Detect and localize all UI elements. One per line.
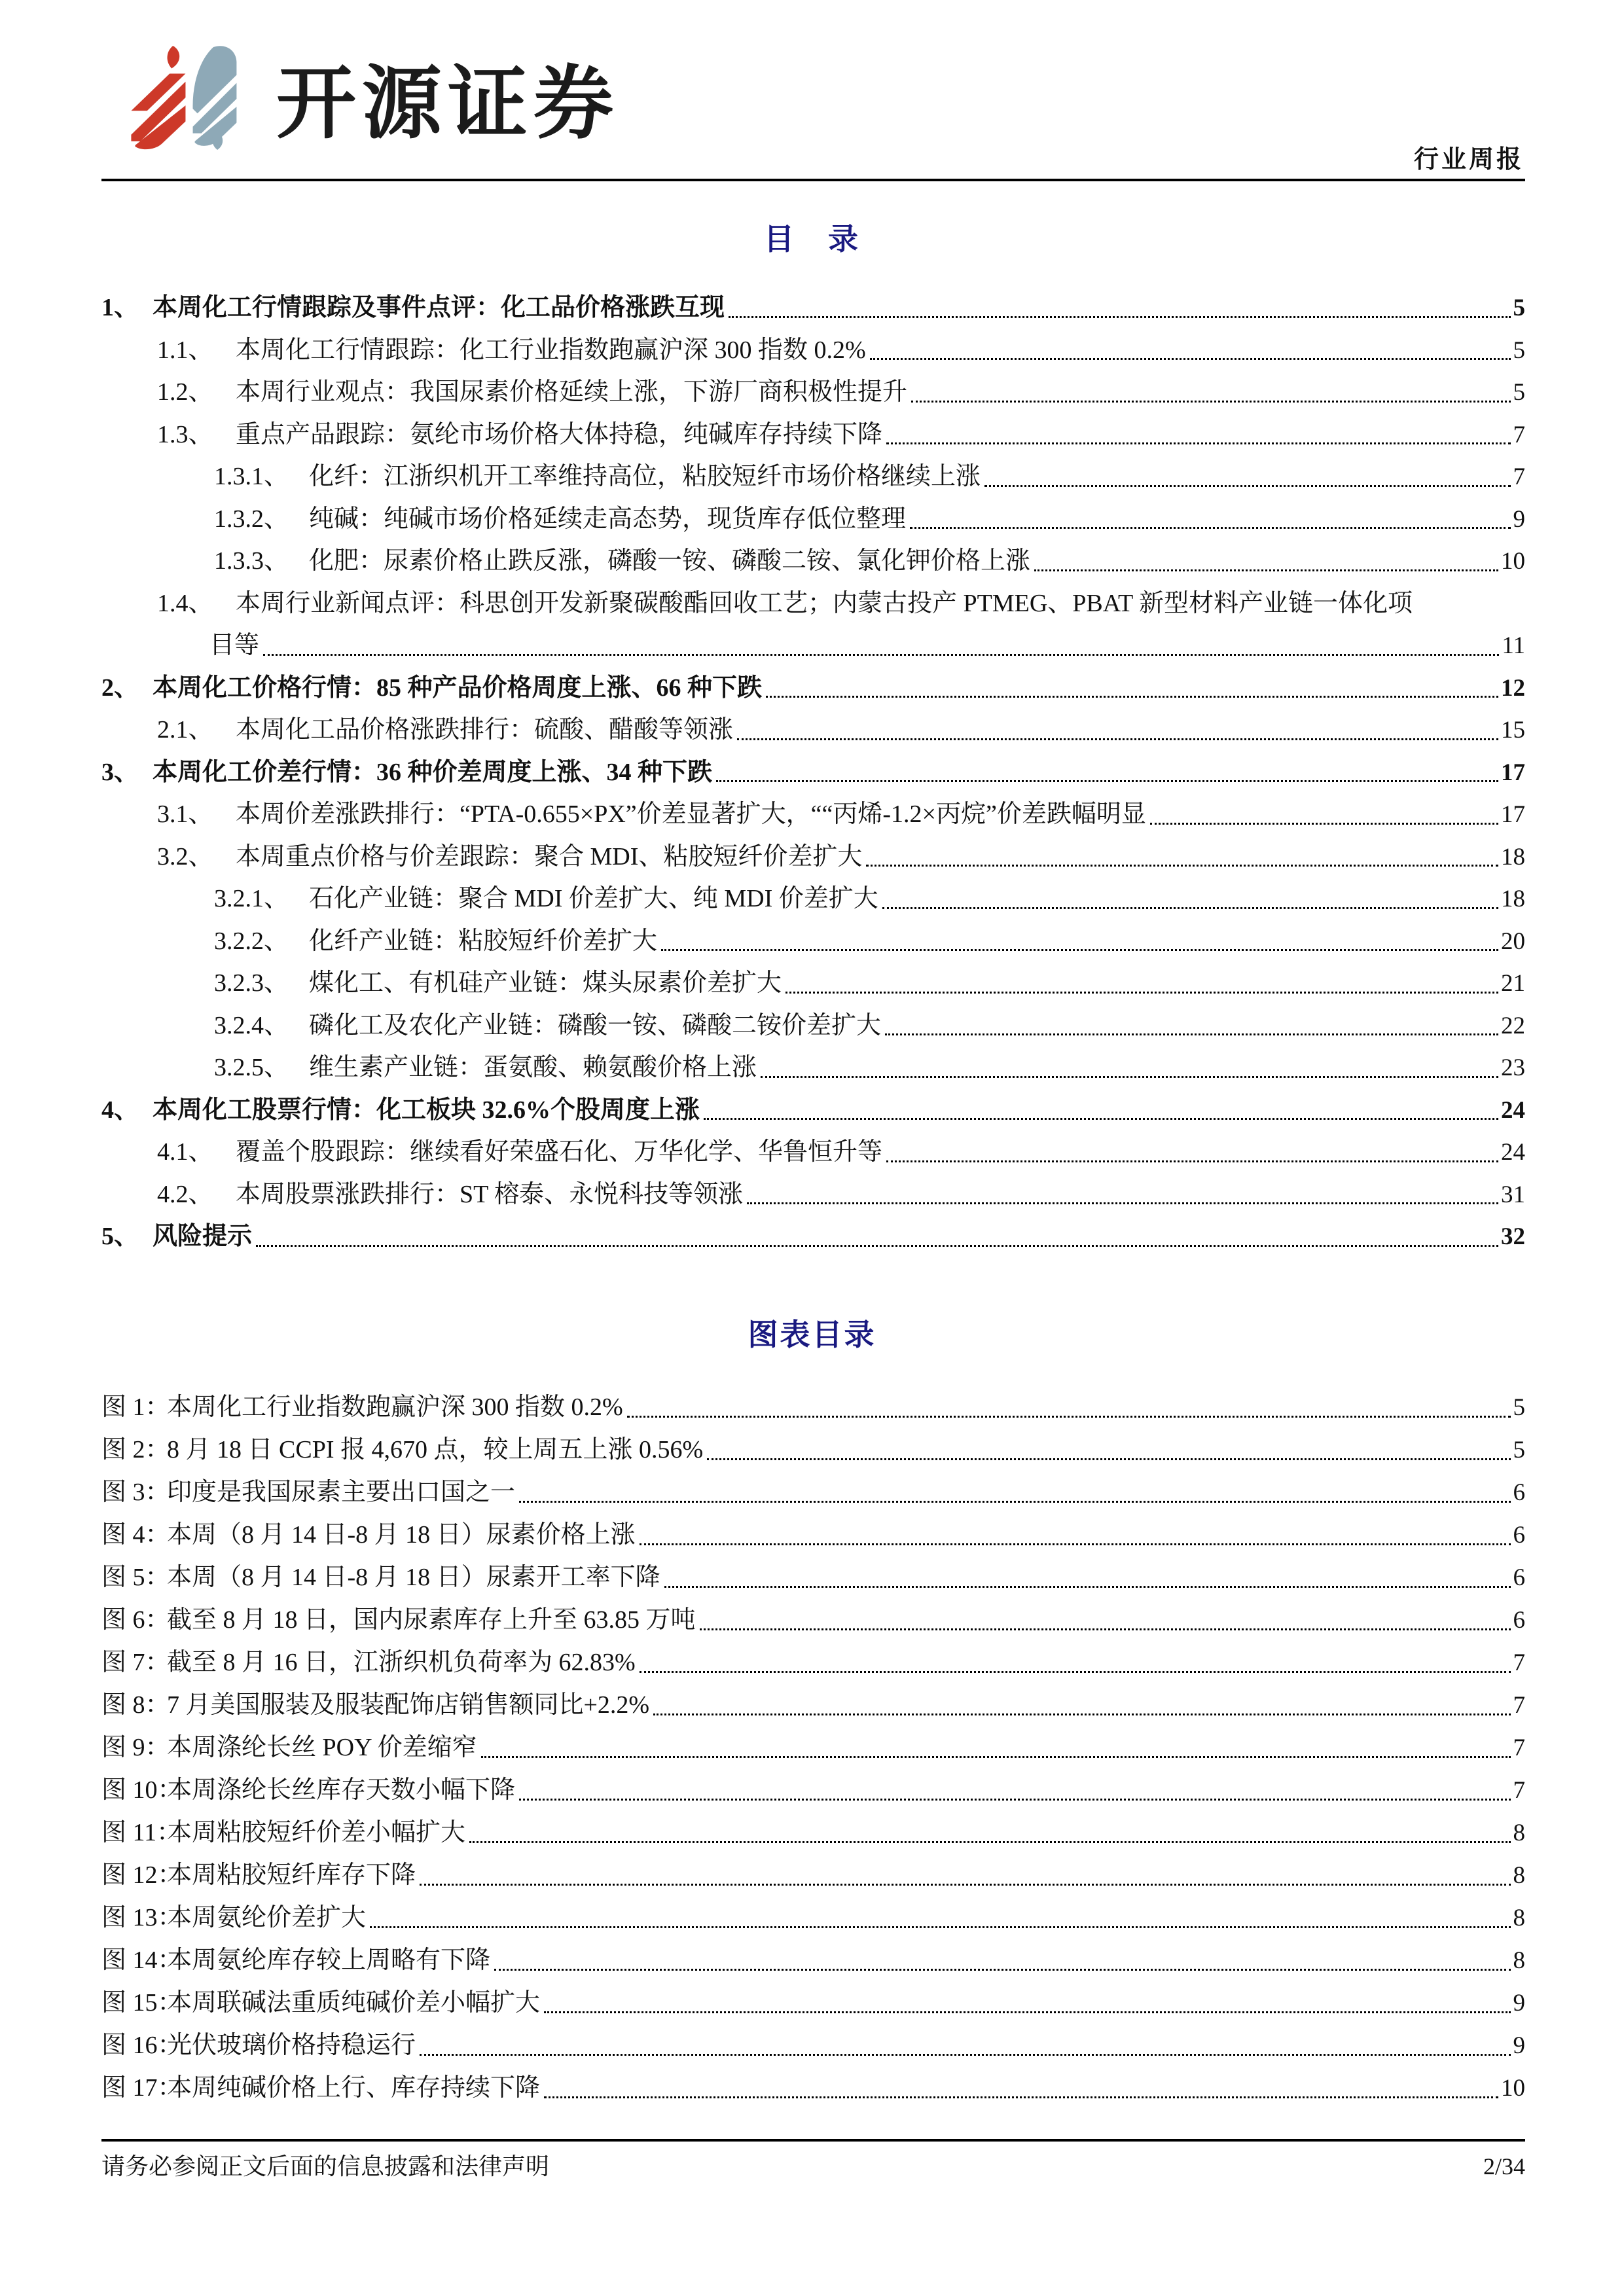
toc-entry-number: 2、 [101, 673, 139, 702]
toc-entry-page: 11 [1502, 632, 1525, 659]
toc-entry-title: 煤化工、有机硅产业链：煤头尿素价差扩大 [309, 969, 782, 997]
dotted-leader [737, 738, 1498, 740]
toc-entry-number: 3.2、 [157, 842, 213, 870]
toc-entry-page: 15 [1501, 717, 1525, 744]
brand-logo [131, 45, 619, 151]
toc-entry-number: 4.2、 [157, 1180, 213, 1208]
figure-entry-title: 本周氨纶库存较上周略有下降 [167, 1946, 491, 1974]
figure-list-heading: 图表目录 [748, 1318, 876, 1352]
dotted-leader [544, 2096, 1498, 2098]
dotted-leader [420, 2054, 1510, 2056]
figure-entry-title: 7 月美国服装及服装配饰店销售额同比+2.2% [167, 1691, 650, 1719]
toc-entry-number: 3.1、 [157, 800, 213, 828]
figure-entry[interactable] [101, 1514, 1525, 1556]
figure-entry-page: 9 [1513, 1990, 1525, 2017]
dotted-leader [640, 1543, 1511, 1545]
toc-entry-number: 1.3、 [157, 420, 213, 448]
dotted-leader [886, 442, 1510, 444]
toc-entry-page: 9 [1513, 505, 1525, 533]
dotted-leader [256, 1245, 1498, 1247]
toc-entry-number: 3.2.4、 [214, 1011, 289, 1039]
toc-entry-page: 24 [1501, 1139, 1525, 1166]
toc-entry-title: 本周化工价差行情：36 种价差周度上涨、34 种下跌 [153, 758, 713, 786]
figure-entry[interactable] [101, 1939, 1525, 1982]
toc-entry-page: 5 [1513, 336, 1525, 364]
toc-entry[interactable] [214, 1047, 1525, 1089]
figure-entry-number: 图 17： [101, 2074, 183, 2102]
toc-entry[interactable] [214, 920, 1525, 963]
toc-list [101, 287, 1525, 1258]
figure-entry-page: 6 [1513, 1522, 1525, 1549]
figure-entry-title: 本周粘胶短纤价差小幅扩大 [167, 1819, 466, 1846]
toc-entry-number: 4.1、 [157, 1138, 213, 1166]
toc-entry[interactable] [101, 1215, 1525, 1258]
figure-entry-number: 图 11： [101, 1819, 182, 1846]
toc-entry-number: 2.1、 [157, 716, 213, 744]
toc-entry-title: 风险提示 [153, 1223, 253, 1250]
figure-entry-page: 8 [1513, 1947, 1525, 1974]
figure-entry-number: 图 16： [101, 2032, 183, 2059]
toc-entry-number: 5、 [101, 1223, 139, 1250]
dotted-leader [519, 1799, 1510, 1801]
figure-entry-title: 截至 8 月 18 日，国内尿素库存上升至 63.85 万吨 [167, 1606, 696, 1634]
toc-entry[interactable] [101, 287, 1525, 329]
toc-entry-number: 3.2.1、 [214, 885, 289, 912]
toc-entry[interactable] [157, 1131, 1525, 1174]
toc-entry-page: 5 [1513, 295, 1525, 321]
figure-entry-page: 8 [1513, 1862, 1525, 1889]
figure-entry-number: 图 14： [101, 1946, 183, 1974]
dotted-leader [704, 1118, 1498, 1120]
toc-entry-page: 31 [1501, 1181, 1525, 1208]
toc-entry[interactable] [214, 456, 1525, 498]
toc-entry-number: 4、 [101, 1096, 139, 1124]
figure-entry[interactable] [101, 2024, 1525, 2067]
dotted-leader [700, 1628, 1511, 1630]
dotted-leader [882, 907, 1498, 909]
toc-entry-title: 本周化工价格行情：85 种产品价格周度上涨、66 种下跌 [153, 673, 763, 702]
figure-entry[interactable] [101, 1897, 1525, 1939]
toc-entry-number: 3.2.3、 [214, 969, 289, 997]
figure-entry[interactable] [101, 1599, 1525, 1641]
dotted-leader [420, 1884, 1510, 1886]
dotted-leader [494, 1969, 1510, 1971]
toc-entry-title: 化纤产业链：粘胶短纤价差扩大 [309, 927, 658, 955]
toc-entry-page: 7 [1513, 421, 1525, 448]
toc-entry-page: 23 [1501, 1054, 1525, 1081]
figure-entry-page: 7 [1513, 1649, 1525, 1676]
figure-list [101, 1386, 1525, 2109]
toc-entry-title: 本周价差涨跌排行：“PTA-0.655×PX”价差显著扩大，““丙烯-1.2×丙烷”价差跌幅明显 [236, 800, 1146, 828]
toc-entry[interactable] [157, 414, 1525, 456]
dotted-leader [766, 696, 1498, 698]
dotted-leader [519, 1501, 1510, 1503]
toc-entry[interactable] [157, 583, 1525, 625]
figure-entry[interactable] [101, 1471, 1525, 1514]
dotted-leader [640, 1671, 1511, 1673]
toc-entry-title: 本周化工股票行情：化工板块 32.6%个股周度上涨 [153, 1096, 700, 1124]
figure-entry-title: 光伏玻璃价格持稳运行 [167, 2032, 416, 2059]
dotted-leader [544, 2011, 1510, 2013]
figure-entry-number: 图 12： [101, 1861, 183, 1889]
toc-entry[interactable] [157, 1174, 1525, 1216]
dotted-leader [481, 1756, 1511, 1758]
toc-entry-page: 32 [1501, 1223, 1525, 1250]
figure-entry[interactable] [101, 1641, 1525, 1684]
toc-entry[interactable] [214, 962, 1525, 1005]
toc-entry-page: 21 [1501, 970, 1525, 997]
figure-entry-title: 本周涤纶长丝库存天数小幅下降 [167, 1776, 516, 1804]
dotted-leader [469, 1841, 1510, 1843]
toc-entry-page: 17 [1501, 759, 1525, 786]
figure-entry-number: 图 5： [101, 1564, 170, 1591]
dotted-leader [716, 780, 1498, 782]
figure-entry-title: 本周联碱法重质纯碱价差小幅扩大 [167, 1989, 541, 2017]
toc-entry-page: 24 [1501, 1096, 1525, 1124]
toc-entry[interactable] [101, 1089, 1525, 1132]
toc-entry[interactable] [101, 751, 1525, 794]
figure-entry-page: 7 [1513, 1692, 1525, 1719]
toc-entry-title: 化纤：江浙织机开工率维持高位，粘胶短纤市场价格继续上涨 [309, 463, 981, 490]
brand-name: 开源证券 [276, 57, 619, 150]
toc-entry-page: 18 [1501, 843, 1525, 870]
brand-logo-icon [131, 45, 247, 151]
dotted-leader [761, 1076, 1498, 1078]
toc-entry[interactable] [214, 540, 1525, 583]
dotted-leader [664, 1586, 1511, 1588]
figure-entry[interactable] [101, 1769, 1525, 1812]
figure-entry-page: 8 [1513, 1820, 1525, 1846]
toc-entry[interactable] [214, 878, 1525, 920]
figure-entry-title: 本周（8 月 14 日-8 月 18 日）尿素开工率下降 [167, 1564, 660, 1591]
toc-entry[interactable] [157, 836, 1525, 878]
dotted-leader [1034, 569, 1498, 571]
toc-entry-title: 本周重点价格与价差跟踪：聚合 MDI、粘胶短纤价差扩大 [236, 842, 863, 870]
figure-entry-page: 8 [1513, 1905, 1525, 1931]
toc-entry[interactable] [157, 329, 1525, 372]
toc-entry-number: 1.4、 [157, 589, 213, 617]
toc-entry[interactable] [209, 624, 1525, 667]
toc-entry-page: 7 [1513, 463, 1525, 490]
toc-entry-number: 1.1、 [157, 336, 213, 364]
figure-entry-number: 图 3： [101, 1479, 170, 1506]
figure-entry-page: 6 [1513, 1479, 1525, 1506]
toc-entry-title: 本周化工行情跟踪：化工行业指数跑赢沪深 300 指数 0.2% [236, 336, 866, 364]
toc-entry[interactable] [157, 371, 1525, 414]
figure-entry-title: 印度是我国尿素主要出口国之一 [167, 1479, 516, 1506]
figure-entry[interactable] [101, 1812, 1525, 1854]
figure-entry-number: 图 9： [101, 1734, 170, 1761]
toc-entry-page: 18 [1501, 886, 1525, 912]
toc-entry-number: 3.2.5、 [214, 1054, 289, 1081]
figure-entry-title: 截至 8 月 16 日，江浙织机负荷率为 62.83% [167, 1649, 636, 1676]
figure-entry-page: 7 [1513, 1777, 1525, 1804]
figure-entry-number: 图 6： [101, 1606, 170, 1634]
figure-entry-page: 10 [1501, 2075, 1525, 2102]
toc-entry[interactable] [157, 793, 1525, 836]
figure-entry-title: 本周涤纶长丝 POY 价差缩窄 [167, 1734, 477, 1761]
figure-entry-number: 图 15： [101, 1989, 183, 2017]
toc-entry-number: 1、 [101, 294, 139, 321]
toc-entry-page: 22 [1501, 1012, 1525, 1039]
figure-entry-title: 本周纯碱价格上行、库存持续下降 [167, 2074, 541, 2102]
figure-entry-title: 本周粘胶短纤库存下降 [167, 1861, 416, 1889]
toc-entry-number: 3、 [101, 758, 139, 786]
toc-entry-title: 磷化工及农化产业链：磷酸一铵、磷酸二铵价差扩大 [309, 1011, 882, 1039]
dotted-leader [870, 358, 1511, 360]
toc-entry-page: 10 [1501, 548, 1525, 575]
figure-entry[interactable] [101, 2067, 1525, 2109]
toc-entry-title: 本周化工品价格涨跌排行：硫酸、醋酸等领涨 [236, 716, 734, 744]
figure-entry-title: 本周氨纶价差扩大 [167, 1904, 367, 1931]
dotted-leader [747, 1202, 1498, 1204]
toc-entry-page: 5 [1513, 379, 1525, 406]
dotted-leader [785, 992, 1498, 994]
toc-entry-title: 覆盖个股跟踪：继续看好荣盛石化、万华化学、华鲁恒升等 [236, 1138, 883, 1166]
toc-entry-title: 维生素产业链：蛋氨酸、赖氨酸价格上涨 [309, 1054, 757, 1081]
toc-entry-title: 纯碱：纯碱市场价格延续走高态势，现货库存低位整理 [309, 505, 907, 533]
figure-entry[interactable] [101, 1982, 1525, 2024]
dotted-leader [370, 1926, 1510, 1928]
toc-entry[interactable] [157, 709, 1525, 751]
toc-entry-number: 1.3.2、 [214, 505, 289, 533]
toc-entry-number: 1.3.1、 [214, 463, 289, 490]
figure-entry[interactable] [101, 1854, 1525, 1897]
dotted-leader [729, 316, 1510, 318]
figure-entry-number: 图 13： [101, 1904, 183, 1931]
page-footer [101, 2139, 1525, 2181]
dotted-leader [984, 485, 1510, 487]
toc-entry-page: 20 [1501, 927, 1525, 955]
figure-entry-page: 6 [1513, 1564, 1525, 1591]
figure-entry-number: 图 2： [101, 1436, 170, 1463]
figure-entry[interactable] [101, 1429, 1525, 1471]
toc-entry-number: 1.2、 [157, 378, 213, 406]
page-number: 2/34 [1483, 2153, 1525, 2179]
footer-disclaimer: 请务必参阅正文后面的信息披露和法律声明 [101, 2153, 550, 2179]
toc-entry[interactable] [101, 667, 1525, 709]
toc-entry-page: 12 [1501, 674, 1525, 702]
dotted-leader [910, 527, 1510, 529]
figure-entry-number: 图 8： [101, 1691, 170, 1719]
figure-entry[interactable] [101, 1556, 1525, 1599]
toc-entry-title: 目等 [209, 632, 260, 659]
dotted-leader [627, 1416, 1511, 1418]
toc-entry-title: 石化产业链：聚合 MDI 价差扩大、纯 MDI 价差扩大 [309, 885, 878, 912]
figure-entry-page: 5 [1513, 1394, 1525, 1421]
figure-entry[interactable] [101, 1684, 1525, 1727]
toc-entry-page: 17 [1501, 801, 1525, 828]
figure-entry[interactable] [101, 1386, 1525, 1429]
toc-entry-title: 本周行业新闻点评：科思创开发新聚碳酸酯回收工艺；内蒙古投产 PTMEG、PBAT 新型材料产业链一体化项 [236, 589, 1413, 617]
dotted-leader [1150, 823, 1498, 825]
dotted-leader [707, 1458, 1510, 1460]
figure-entry[interactable] [101, 1727, 1525, 1769]
dotted-leader [661, 949, 1498, 951]
dotted-leader [886, 1160, 1498, 1162]
toc-entry[interactable] [214, 498, 1525, 541]
figure-entry-title: 8 月 18 日 CCPI 报 4,670 点，较上周五上涨 0.56% [167, 1436, 704, 1463]
toc-entry-title: 本周化工行情跟踪及事件点评：化工品价格涨跌互现 [153, 294, 725, 321]
toc-entry-title: 重点产品跟踪：氨纶市场价格大体持稳，纯碱库存持续下降 [236, 420, 883, 448]
figure-entry-page: 6 [1513, 1607, 1525, 1634]
toc-entry-title: 化肥：尿素价格止跌反涨，磷酸一铵、磷酸二铵、氯化钾价格上涨 [309, 547, 1031, 575]
page-header [101, 0, 1525, 181]
dotted-leader [885, 1033, 1498, 1035]
figure-entry-page: 7 [1513, 1734, 1525, 1761]
dotted-leader [911, 401, 1510, 403]
dotted-leader [263, 654, 1499, 656]
toc-entry-number: 3.2.2、 [214, 927, 289, 955]
toc-heading: 目 录 [764, 223, 860, 256]
figure-entry-title: 本周化工行业指数跑赢沪深 300 指数 0.2% [167, 1393, 623, 1421]
figure-entry-page: 9 [1513, 2032, 1525, 2059]
toc-entry-title: 本周股票涨跌排行：ST 榕泰、永悦科技等领涨 [236, 1180, 744, 1208]
report-type-label: 行业周报 [1413, 146, 1524, 173]
figure-entry-number: 图 4： [101, 1521, 170, 1549]
figure-entry-number: 图 10： [101, 1776, 183, 1804]
figure-entry-number: 图 1： [101, 1393, 170, 1421]
dotted-leader [866, 865, 1498, 867]
dotted-leader [653, 1713, 1510, 1715]
toc-entry[interactable] [214, 1005, 1525, 1047]
figure-entry-title: 本周（8 月 14 日-8 月 18 日）尿素价格上涨 [167, 1521, 636, 1549]
toc-entry-number: 1.3.3、 [214, 547, 289, 575]
figure-entry-number: 图 7： [101, 1649, 170, 1676]
toc-entry-title: 本周行业观点：我国尿素价格延续上涨，下游厂商积极性提升 [236, 378, 908, 406]
figure-entry-page: 5 [1513, 1437, 1525, 1463]
